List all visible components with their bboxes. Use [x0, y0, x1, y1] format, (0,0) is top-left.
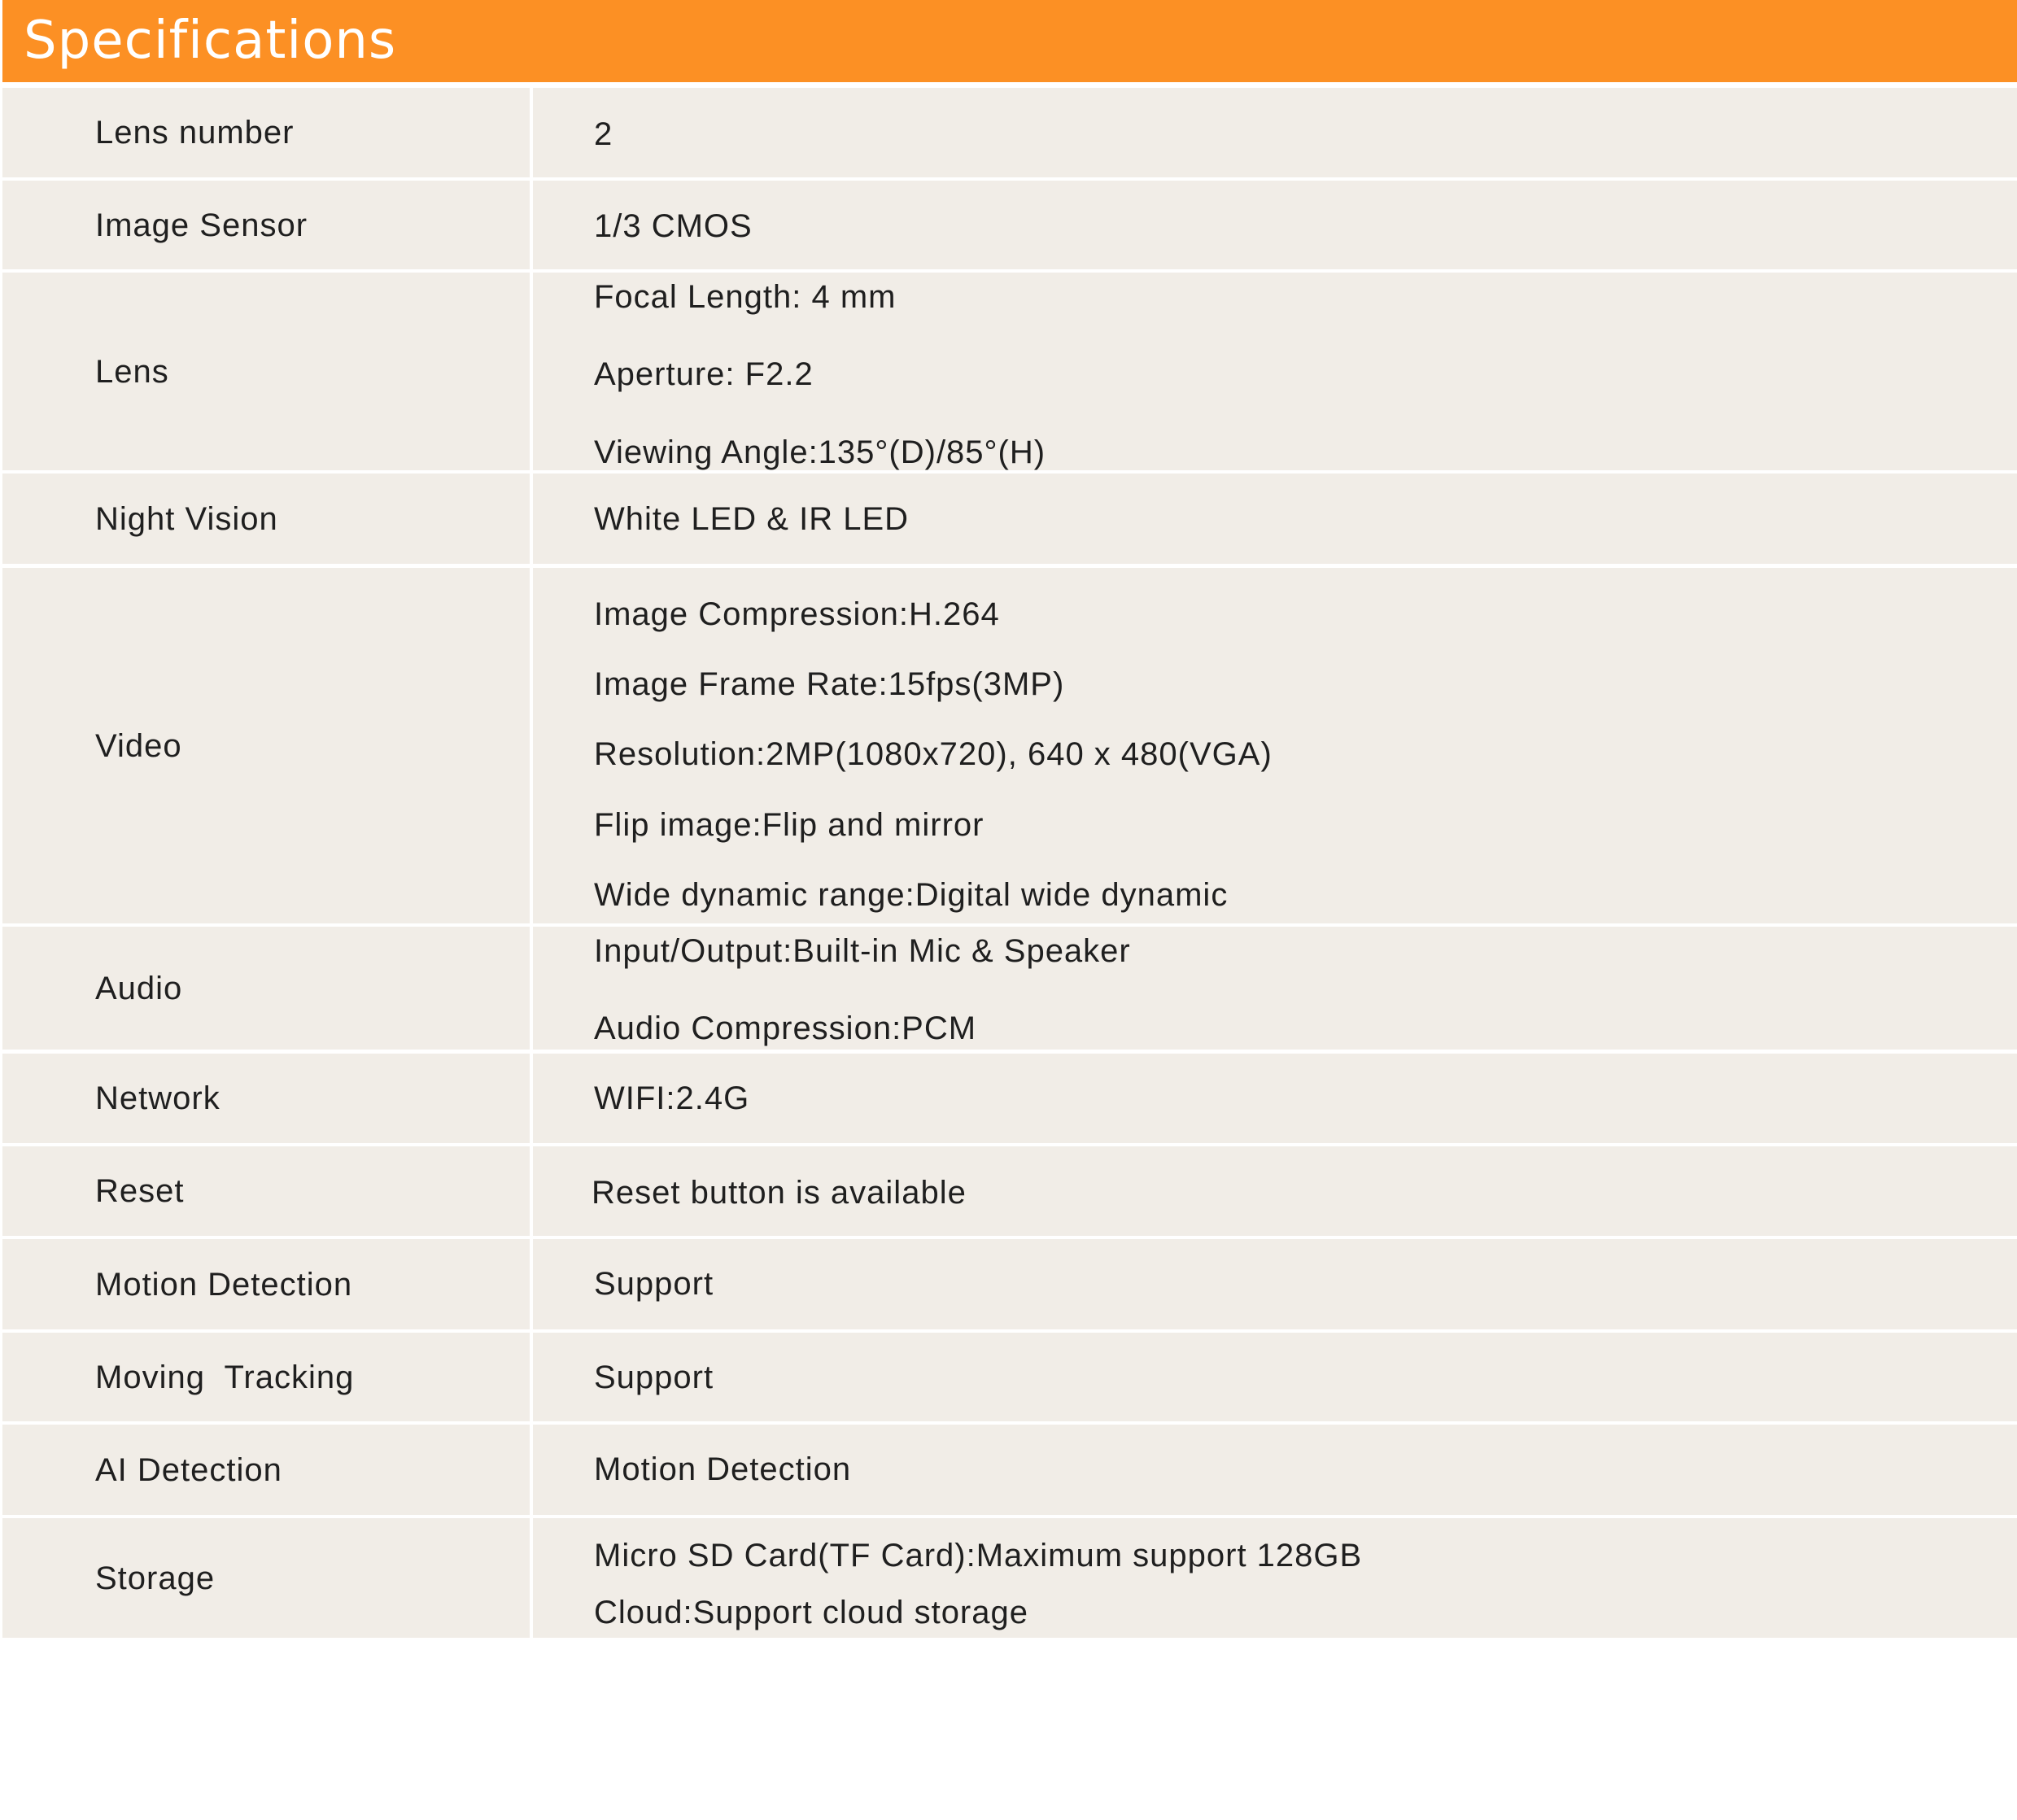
spec-value-cell — [533, 568, 2017, 923]
spec-value-cell — [533, 1054, 2017, 1143]
spec-value: Cloud:Support cloud storage — [594, 1595, 1028, 1630]
spec-value-cell — [533, 474, 2017, 564]
spec-value-cell — [533, 88, 2017, 177]
spec-label: Lens number — [95, 115, 295, 151]
specifications-header — [2, 0, 2017, 82]
spec-value: Support — [594, 1266, 714, 1302]
spec-row-reset — [2, 1146, 2017, 1236]
spec-row-network — [2, 1054, 2017, 1143]
spec-label-cell — [2, 1425, 530, 1515]
spec-value: WIFI:2.4G — [594, 1080, 750, 1116]
spec-label-cell — [2, 181, 530, 269]
spec-value: Aperture: F2.2 — [594, 356, 814, 392]
spec-label: Night Vision — [95, 500, 278, 537]
spec-row-motion-detection — [2, 1239, 2017, 1329]
spec-row-video — [2, 568, 2017, 923]
spec-label-cell — [2, 568, 530, 923]
spec-label-cell — [2, 273, 530, 470]
spec-value-cell — [533, 1518, 2017, 1638]
spec-value-cell — [533, 1425, 2017, 1515]
spec-row-image-sensor — [2, 181, 2017, 269]
spec-label: Storage — [95, 1560, 216, 1596]
spec-label: Reset — [95, 1173, 185, 1209]
spec-value: Support — [594, 1360, 714, 1395]
spec-label-cell — [2, 927, 530, 1050]
spec-value: Viewing Angle:135°(D)/85°(H) — [594, 434, 1046, 470]
spec-label-cell — [2, 88, 530, 177]
spec-value: Resolution:2MP(1080x720), 640 x 480(VGA) — [594, 736, 1273, 772]
spec-value: Reset button is available — [592, 1175, 967, 1211]
spec-row-lens-number — [2, 88, 2017, 177]
spec-label: Lens — [95, 353, 169, 390]
spec-value: Micro SD Card(TF Card):Maximum support 128GB — [594, 1538, 1363, 1573]
spec-value: Audio Compression:PCM — [594, 1010, 977, 1046]
spec-label: Network — [95, 1080, 220, 1116]
spec-value-cell — [533, 1333, 2017, 1421]
spec-value-cell — [533, 273, 2017, 470]
spec-label: Audio — [95, 970, 183, 1006]
spec-row-storage — [2, 1518, 2017, 1638]
spec-value-cell — [533, 927, 2017, 1050]
spec-value: Image Compression:H.264 — [594, 596, 1000, 632]
spec-row-moving-tracking — [2, 1333, 2017, 1421]
spec-value: Motion Detection — [594, 1451, 852, 1487]
spec-value: White LED & IR LED — [594, 501, 910, 537]
spec-value: Focal Length: 4 mm — [594, 279, 897, 315]
spec-value-cell — [533, 1239, 2017, 1329]
spec-label-cell — [2, 1054, 530, 1143]
spec-value: Image Frame Rate:15fps(3MP) — [594, 666, 1065, 702]
spec-row-lens — [2, 273, 2017, 470]
spec-value: Wide dynamic range:Digital wide dynamic — [594, 877, 1229, 913]
page-title: Specifications — [24, 11, 397, 71]
spec-value: Flip image:Flip and mirror — [594, 807, 984, 843]
spec-value: 1/3 CMOS — [594, 208, 753, 244]
spec-label-cell — [2, 1239, 530, 1329]
spec-row-night-vision — [2, 474, 2017, 564]
spec-label-cell — [2, 474, 530, 564]
spec-value-cell — [533, 1146, 2017, 1236]
spec-row-audio — [2, 927, 2017, 1050]
spec-label: Motion Detection — [95, 1266, 353, 1303]
spec-label: Video — [95, 727, 182, 764]
spec-label: Image Sensor — [95, 207, 308, 243]
spec-label-cell — [2, 1518, 530, 1638]
spec-label-cell — [2, 1146, 530, 1236]
spec-label-cell — [2, 1333, 530, 1421]
spec-value: Input/Output:Built-in Mic & Speaker — [594, 933, 1131, 969]
spec-row-ai-detection — [2, 1425, 2017, 1515]
spec-label: Moving Tracking — [95, 1359, 355, 1395]
spec-label: AI Detection — [95, 1451, 282, 1488]
spec-value-cell — [533, 181, 2017, 269]
spec-value: 2 — [594, 116, 613, 152]
